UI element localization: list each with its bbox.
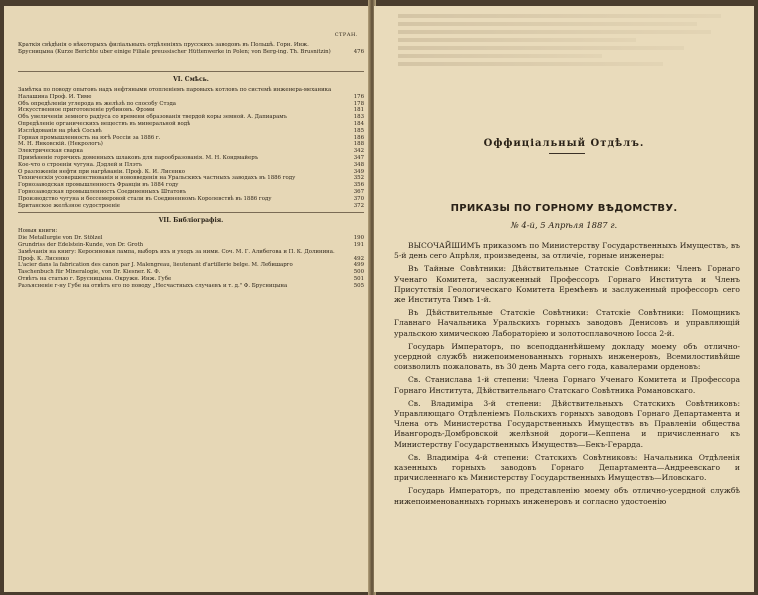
toc-entry-page: 352 [353, 175, 364, 182]
toc-entry [18, 42, 364, 56]
toc-entry-title: Горнозаводская промышленность Франціи въ 1884 году [18, 182, 179, 189]
order-paragraph: Государь Императоръ, по представленію моему объ отлично-усердной службѣ нижепоименованныхъ горныхъ инженеровъ и согласно удостоенію [394, 486, 740, 506]
toc-entry-page: 186 [353, 134, 364, 141]
toc-entry-page: 178 [353, 100, 364, 107]
order-paragraph: Государь Императоръ, по всеподданнѣйшему докладу моему объ отлично-усердной службѣ нижепоименованныхъ горныхъ инженеровъ, Всемилостивѣйше соизволилъ пожаловать, въ 30 день Марта сего года, кавалерами орденовъ: [394, 341, 740, 372]
toc-entry [18, 242, 364, 249]
bleed-through-text [398, 14, 738, 70]
toc-entry-page: 492 [353, 255, 364, 262]
toc-entry-page: 347 [353, 154, 364, 161]
toc-entry [18, 169, 364, 176]
toc-intro-block [18, 42, 364, 56]
toc-entry-title: Замѣчанія на книгу: Керосиновая лампа, выборъ ихъ и уходъ за ними. Соч. М. Г. Алибегова и П. К. Долинина. Проф. К. Лисенко [18, 248, 335, 262]
toc-entry-title: Новыя книги: [18, 228, 58, 235]
orders-body [394, 241, 740, 510]
toc-entry-title: Объ опредѣленіи углерода въ желѣзѣ по способу Стэда [18, 100, 177, 107]
toc-entry-title: Taschenbuch für Mineralogie, von Dr. Kiesner. К. Ф. [18, 269, 161, 276]
toc-entry-page: 348 [353, 161, 364, 168]
toc-entry [18, 196, 364, 203]
toc-entry-page: 349 [353, 168, 364, 175]
toc-entry-title: О разложеніи нефти при нагрѣваніи. Проф. К. И. Лисенко [18, 168, 186, 175]
toc-entry [18, 87, 364, 101]
left-page-contents [4, 6, 370, 592]
toc-entry-page: 188 [353, 141, 364, 148]
toc-entry [18, 121, 364, 128]
toc-entry-title: Опредѣленіе органическихъ веществъ въ минеральной водѣ [18, 120, 191, 127]
toc-entry [18, 175, 364, 182]
toc-entry-title: Британское желѣзное судостроеніе [18, 202, 120, 209]
toc-entry [18, 162, 364, 169]
section-title: Оффиціальный Отдѣлъ. [483, 138, 645, 149]
toc-entry-page: 356 [353, 182, 364, 189]
toc-entry-title: Объ увеличеніи земного радіуса со времени образованія твердой коры земной. А. Дапиарамъ [18, 114, 287, 121]
order-paragraph: Въ Дѣйствительные Статскіе Совѣтники: Статскіе Совѣтники: Помощникъ Главнаго Начальника Уральскихъ горныхъ заводовъ Денисовъ и управляющій уральскою химическою Лабораторіею и золотосплавочною Іосса 2-й. [394, 308, 740, 338]
right-page-orders [374, 6, 754, 592]
toc-entry [18, 189, 364, 196]
order-paragraph: Въ Тайные Совѣтники: Дѣйствительные Статскіе Совѣтники: Членъ Горнаго Ученаго Комитета, заслуженный Профессоръ Горнаго Института и Членъ Присутствія Геологическаго Комитета Еремѣевъ и заслуженный профессоръ сего же Института Тимъ 1-й. [394, 264, 740, 305]
toc-entry-page: 370 [353, 195, 364, 202]
toc-entry-title: Примѣненіе горячихъ доменныхъ шлаковъ для парообразованія. М. Н. Кондмайеръ [18, 154, 259, 161]
toc-entry-title: Электрическая сварка [18, 148, 83, 155]
toc-entry-page: 501 [353, 275, 364, 282]
toc-entry-page: 499 [353, 262, 364, 269]
toc-entry-title: Горнозаводская промышленность Соединенныхъ Штатовъ [18, 188, 187, 195]
order-paragraph: Св. Станислава 1-й степени: Члена Горнаго Ученаго Комитета и Профессора Горнаго Института, Дѣйствительнаго Статскаго Совѣтника Романовскаго. [394, 375, 740, 395]
toc-section-title: VII. Библіографія. [158, 217, 224, 225]
toc-entry [18, 235, 364, 242]
toc-entry [18, 141, 364, 148]
toc-entry-page: 372 [353, 202, 364, 209]
order-paragraph: ВЫСОЧАЙШИМЪ приказомъ по Министерству Государственныхъ Имуществъ, въ 5-й день сего Апрѣля, произведены, за отличіе, горные инженеры: [394, 241, 740, 261]
toc-entry-title: Краткія свѣдѣнія о нѣкоторыхъ филіальныхъ отдѣленіяхъ прусскихъ заводовъ въ Польшѣ. Горн. Инж. Брусницына (Kurze Berichte uber einige Filiale preussischer Hüttenwerke in Polen; von Berg-ing. Th. Brusnitzin) [18, 42, 331, 55]
toc-entry [18, 276, 364, 283]
toc-entry-page: 367 [353, 188, 364, 195]
toc-entry [18, 148, 364, 155]
order-paragraph: Св. Владиміра 4-й степени: Статскихъ Совѣтниковъ: Начальника Отдѣленія казенныхъ горныхъ заводовъ Горнаго Департамента—Андреевскаго и причисленнаго къ Министерству Государственныхъ Имуществъ—Иловскаго. [394, 452, 740, 483]
toc-entry [18, 269, 364, 276]
toc-entry-title: Отвѣтъ на статью г. Брусницына. Окружн. Инж. Губе [18, 275, 172, 282]
toc-sections-block [18, 68, 364, 290]
toc-entry [18, 262, 364, 269]
toc-entry-page: 476 [353, 48, 364, 55]
toc-section-title: VI. Смѣсь. [173, 76, 209, 83]
section-rule [18, 212, 364, 213]
toc-entry-page: 185 [353, 127, 364, 134]
order-paragraph: Св. Владиміра 3-й степени: Дѣйствительныхъ Статскихъ Совѣтниковъ: Управляющаго Отдѣленіемъ Польскихъ горныхъ заводовъ Горнаго Департамента и Члена отъ Министерства Государственныхъ Имуществъ въ Правленіи общества Ивангородъ-Домбровской желѣзной дороги—Кеппена и причисленнаго къ Министерству Государственныхъ Имуществъ—Бекъ-Герарда. [394, 398, 740, 449]
page-column-header: СТРАН. [334, 32, 358, 38]
toc-entry-page: 505 [353, 282, 364, 289]
toc-entry [18, 155, 364, 162]
toc-entry-page: 342 [353, 148, 364, 155]
toc-entry-title: Изслѣдованія на рѣкѣ Сосьвѣ [18, 127, 102, 134]
section-rule [18, 71, 364, 72]
toc-entry-page: 500 [353, 269, 364, 276]
toc-entry [18, 182, 364, 189]
toc-entry-title: L'acier dans la fabrication des canon par J. Malengreau, lieutenant d'artillerie belge. М. Лебишарго [18, 262, 293, 269]
toc-entry [18, 203, 364, 210]
toc-entry-title: Техническія усовершенствованія и нововведенія на Уральскихъ частныхъ заводахъ въ 1886 году [18, 175, 296, 182]
toc-entry [18, 249, 364, 263]
toc-entry-page: 183 [353, 114, 364, 121]
toc-entry-page: 176 [353, 93, 364, 100]
toc-entry-title: Производство чугуна и бессемеровой стали въ Соединенномъ Королевствѣ въ 1886 году [18, 195, 272, 202]
toc-entry-title: Горная промышленность на югѣ Россіи за 1886 г. [18, 134, 161, 141]
title-underline [549, 153, 585, 154]
toc-entry [18, 283, 364, 290]
toc-entry-title: Искусственное приготовленіе рубиновъ. Фрэми [18, 107, 155, 114]
toc-entry [18, 128, 364, 135]
orders-heading: ПРИКАЗЫ ПО ГОРНОМУ ВѢДОМСТВУ. [450, 203, 678, 214]
order-date: № 4-й, 5 Апрѣля 1887 г. [510, 220, 618, 230]
toc-entry-page: 190 [353, 235, 364, 242]
toc-entry-title: Разъясненіе г-ну Губе на отвѣтъ его по поводу „Несчастныхъ случаевъ и т. д." Ф. Брусницына [18, 282, 288, 289]
toc-entry-page: 191 [353, 241, 364, 248]
toc-entry-title: Кое-что о строеніи чугуна. Дэдлей и Плэтъ [18, 161, 142, 168]
toc-entry-title: Die Metallurgie von Dr. Stölzel [18, 235, 103, 242]
toc-entry [18, 114, 364, 121]
toc-entry-title: М. Н. Янковскій. (Некрологъ) [18, 141, 103, 148]
toc-entry-page: 181 [353, 107, 364, 114]
toc-entry-title: Замѣтка по поводу опытовъ надъ нефтяными отопленіемъ паровыхъ котловъ по системѣ инженера-механика Налашина Проф. И. Тиме [18, 87, 332, 100]
toc-entry [18, 228, 364, 235]
toc-entry-title: Grundriss der Edelstein-Kunde, von Dr. Groth [18, 241, 144, 248]
toc-entry-page: 184 [353, 120, 364, 127]
